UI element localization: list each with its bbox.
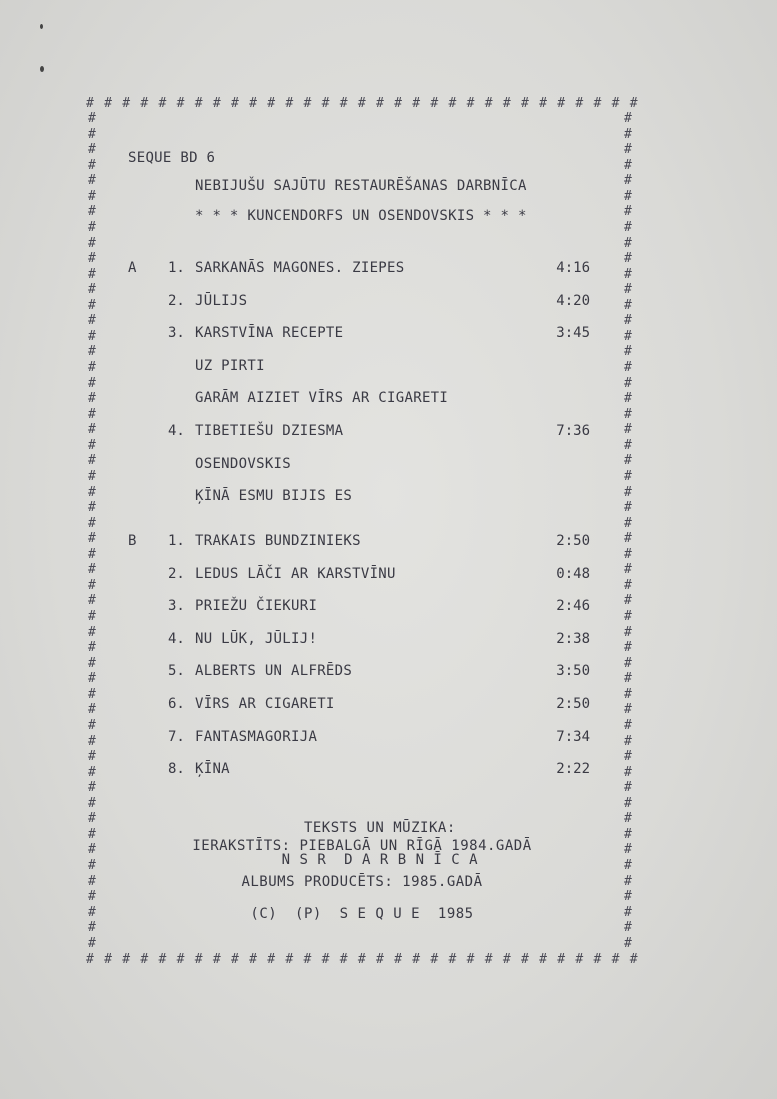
border-hash: # (430, 96, 439, 111)
border-hash: # (88, 889, 96, 905)
border-hash: # (88, 935, 96, 951)
album-title: NEBIJUŠU SAJŪTU RESTAURĒŠANAS DARBNĪCA (195, 178, 527, 194)
track-number: 4. (168, 423, 185, 439)
border-hash: # (624, 391, 632, 407)
track-number: 3. (168, 598, 185, 615)
border-hash: # (249, 96, 257, 111)
border-hash: # (624, 717, 632, 733)
border-hash: # (539, 96, 547, 111)
border-hash: # (231, 952, 239, 967)
border-hash: # (122, 96, 131, 111)
border-hash: # (88, 157, 96, 173)
border-hash: # (539, 952, 547, 967)
border-hash: # (88, 422, 96, 438)
border-hash: # (88, 593, 96, 609)
border-hash: # (448, 96, 457, 111)
border-hash: # (88, 749, 96, 765)
border-hash: # (88, 640, 96, 656)
border-hash: # (624, 671, 632, 687)
border-hash: # (575, 952, 584, 967)
border-hash: # (624, 406, 632, 422)
border-hash: # (624, 858, 632, 873)
border-hash: # (376, 952, 384, 967)
border-hash: # (624, 126, 632, 142)
border-hash: # (412, 96, 421, 111)
border-hash: # (624, 702, 632, 718)
border-hash: # (88, 655, 96, 671)
track-title: GARĀM AIZIET VĪRS AR CIGARETI (195, 390, 449, 407)
border-hash: # (88, 609, 96, 624)
border-hash: # (321, 96, 330, 111)
border-hash: # (557, 96, 566, 111)
border-hash: # (624, 360, 632, 375)
track-duration: 7:34 (556, 728, 590, 745)
border-hash: # (624, 655, 632, 671)
border-hash: # (88, 468, 96, 484)
border-hash: # (88, 266, 96, 282)
border-hash: # (88, 717, 96, 733)
border-hash: # (104, 952, 112, 967)
border-hash: # (212, 952, 221, 967)
border-hash: # (321, 952, 330, 967)
border-hash: # (88, 391, 96, 407)
track-title: JŪLIJS (195, 292, 248, 309)
border-hash: # (624, 266, 632, 282)
border-hash: # (285, 96, 294, 111)
border-hash: # (593, 952, 602, 967)
border-hash: # (624, 375, 632, 391)
catalog-label: SEQUE BD 6 (128, 150, 216, 166)
border-hash: # (88, 126, 96, 142)
track-title: FANTASMAGORIJA (195, 728, 318, 745)
border-hash: # (88, 733, 96, 749)
border-hash: # (629, 952, 638, 967)
border-hash: # (267, 96, 276, 111)
track-title: NU LŪK, JŪLIJ! (195, 630, 318, 647)
track-number: 2. (168, 292, 185, 309)
border-hash: # (624, 500, 632, 516)
border-hash: # (624, 437, 632, 453)
border-hash: # (624, 904, 632, 920)
border-hash: # (624, 811, 632, 827)
border-hash: # (430, 952, 439, 967)
track-title: ĶĪNA (195, 761, 230, 778)
border-hash: # (624, 111, 632, 126)
border-hash: # (231, 96, 239, 111)
border-hash: # (88, 702, 96, 718)
track-duration: 7:36 (556, 423, 590, 439)
border-bottom (86, 952, 638, 967)
border-hash: # (88, 251, 96, 267)
border-hash: # (88, 188, 96, 204)
border-hash: # (624, 328, 632, 344)
border-hash: # (624, 188, 632, 204)
border-hash: # (249, 952, 257, 967)
border-hash: # (88, 515, 96, 531)
border-hash: # (624, 515, 632, 531)
border-hash: # (624, 686, 632, 702)
border-hash: # (624, 593, 632, 609)
track-number: 8. (168, 761, 185, 778)
track-title: TIBETIEŠU DZIESMA (195, 423, 344, 439)
border-hash: # (624, 577, 632, 593)
border-hash: # (88, 453, 96, 469)
track-title: PRIEŽU ČIEKURI (195, 598, 318, 615)
border-hash: # (339, 96, 348, 111)
border-hash: # (521, 952, 529, 967)
track-duration: 2:22 (556, 761, 590, 778)
border-hash: # (88, 500, 96, 516)
border-hash: # (624, 344, 632, 360)
track-duration: 0:48 (556, 565, 590, 582)
border-hash: # (158, 952, 167, 967)
border-hash: # (88, 546, 96, 562)
border-hash: # (285, 952, 294, 967)
border-hash: # (624, 640, 632, 656)
border-hash: # (412, 952, 421, 967)
border-hash: # (611, 96, 620, 111)
border-hash: # (88, 235, 96, 251)
border-hash: # (624, 826, 632, 842)
border-hash: # (194, 952, 203, 967)
border-hash: # (88, 360, 96, 375)
track-duration: 4:20 (556, 292, 590, 309)
border-hash: # (88, 920, 96, 936)
border-hash: # (624, 282, 632, 298)
border-hash: # (624, 142, 632, 158)
border-hash: # (624, 484, 632, 500)
border-hash: # (88, 173, 96, 189)
border-hash: # (212, 96, 221, 111)
border-hash: # (88, 297, 96, 313)
border-hash: # (624, 873, 632, 889)
border-hash: # (611, 952, 620, 967)
credits-produced: ALBUMS PRODUCĒTS: 1985.GADĀ (241, 874, 483, 890)
border-hash: # (339, 952, 348, 967)
border-hash: # (88, 858, 96, 873)
track-number: 5. (168, 663, 185, 680)
border-hash: # (140, 96, 149, 111)
border-hash: # (624, 204, 632, 220)
track-title: SARKANĀS MAGONES. ZIEPES (195, 260, 405, 276)
border-hash: # (88, 328, 96, 344)
border-hash: # (176, 96, 185, 111)
track-duration: 2:50 (556, 533, 590, 549)
border-hash: # (88, 764, 96, 780)
border-hash: # (88, 406, 96, 422)
border-hash: # (88, 686, 96, 702)
border-hash: # (466, 952, 475, 967)
border-hash: # (376, 96, 384, 111)
border-top (86, 96, 638, 111)
border-hash: # (88, 219, 96, 235)
track-title: LEDUS LĀČI AR KARSTVĪNU (195, 565, 396, 582)
border-hash: # (466, 96, 475, 111)
track-number: 1. (168, 533, 185, 549)
track-title: OSENDOVSKIS (195, 455, 292, 472)
border-hash: # (502, 952, 511, 967)
border-hash: # (624, 795, 632, 811)
border-hash: # (86, 952, 94, 967)
border-hash: # (194, 96, 203, 111)
border-hash: # (521, 96, 529, 111)
track-title: UZ PIRTI (195, 357, 265, 374)
track-duration: 2:50 (556, 696, 590, 712)
border-hash: # (88, 671, 96, 687)
track-title: ĶĪNĀ ESMU BIJIS ES (195, 488, 353, 505)
border-hash: # (484, 96, 493, 111)
border-hash: # (303, 952, 312, 967)
border-hash: # (624, 935, 632, 951)
border-hash: # (88, 795, 96, 811)
border-hash: # (624, 531, 632, 547)
border-hash: # (624, 889, 632, 905)
border-hash: # (624, 173, 632, 189)
border-hash: # (88, 375, 96, 391)
border-hash: # (502, 96, 511, 111)
border-hash: # (122, 952, 131, 967)
border-hash: # (484, 952, 493, 967)
track-number: 6. (168, 696, 185, 712)
border-hash: # (624, 219, 632, 235)
border-hash: # (88, 344, 96, 360)
border-hash: # (357, 96, 366, 111)
credits-copyright: (C) (P) S E Q U E 1985 (250, 906, 474, 922)
border-hash: # (394, 952, 402, 967)
border-hash: # (624, 157, 632, 173)
border-hash: # (88, 437, 96, 453)
track-number: 7. (168, 728, 185, 745)
border-hash: # (557, 952, 566, 967)
border-hash: # (88, 811, 96, 827)
border-hash: # (624, 468, 632, 484)
track-number: 2. (168, 565, 185, 582)
track-title: TRAKAIS BUNDZINIEKS (195, 533, 361, 549)
border-hash: # (575, 96, 584, 111)
border-hash: # (629, 96, 638, 111)
border-hash: # (88, 282, 96, 298)
border-hash: # (624, 546, 632, 562)
border-hash: # (88, 313, 96, 329)
border-hash: # (624, 297, 632, 313)
border-hash: # (88, 577, 96, 593)
border-hash: # (86, 96, 94, 111)
side-b-label: B (128, 533, 137, 549)
border-hash: # (88, 204, 96, 220)
border-hash: # (624, 780, 632, 796)
border-hash: # (394, 96, 402, 111)
border-hash: # (303, 96, 312, 111)
track-number: 3. (168, 325, 185, 342)
border-hash: # (176, 952, 185, 967)
track-number: 1. (168, 260, 185, 276)
track-duration: 2:38 (556, 630, 590, 647)
track-number: 4. (168, 630, 185, 647)
border-hash: # (624, 764, 632, 780)
track-title: ALBERTS UN ALFRĒDS (195, 663, 353, 680)
border-hash: # (624, 609, 632, 624)
border-hash: # (624, 749, 632, 765)
border-hash: # (624, 920, 632, 936)
border-hash: # (88, 780, 96, 796)
border-hash: # (140, 952, 149, 967)
border-hash: # (88, 873, 96, 889)
track-title: KARSTVĪNA RECEPTE (195, 325, 344, 342)
border-hash: # (88, 142, 96, 158)
track-duration: 2:46 (556, 598, 590, 615)
track-duration: 4:16 (556, 260, 590, 276)
border-hash: # (357, 952, 366, 967)
border-hash: # (88, 484, 96, 500)
credits-words-music-value: N S R D A R B N Ī C A (281, 852, 479, 868)
border-hash: # (624, 453, 632, 469)
border-hash: # (624, 733, 632, 749)
border-hash: # (88, 826, 96, 842)
border-hash: # (593, 96, 602, 111)
border-hash: # (624, 235, 632, 251)
border-hash: # (88, 842, 96, 858)
side-a-label: A (128, 260, 137, 276)
border-hash: # (104, 96, 112, 111)
track-duration: 3:50 (556, 663, 590, 680)
border-hash: # (448, 952, 457, 967)
credits-words-music-label: TEKSTS UN MŪZIKA: (303, 820, 456, 836)
border-hash: # (88, 624, 96, 640)
border-hash: # (624, 251, 632, 267)
border-hash: # (624, 313, 632, 329)
border-hash: # (88, 904, 96, 920)
border-hash: # (624, 562, 632, 578)
border-hash: # (88, 111, 96, 126)
border-hash: # (624, 422, 632, 438)
border-hash: # (88, 531, 96, 547)
border-hash: # (158, 96, 167, 111)
border-hash: # (88, 562, 96, 578)
track-title: VĪRS AR CIGARETI (195, 696, 335, 712)
credits-recorded: IERAKSTĪTS: PIEBALGĀ UN RĪGĀ 1984.GADĀ (192, 838, 532, 854)
track-duration: 3:45 (556, 325, 590, 342)
border-hash: # (267, 952, 276, 967)
artists-line: * * * KUNCENDORFS UN OSENDOVSKIS * * * (195, 208, 527, 224)
border-hash: # (624, 624, 632, 640)
border-hash: # (624, 842, 632, 858)
